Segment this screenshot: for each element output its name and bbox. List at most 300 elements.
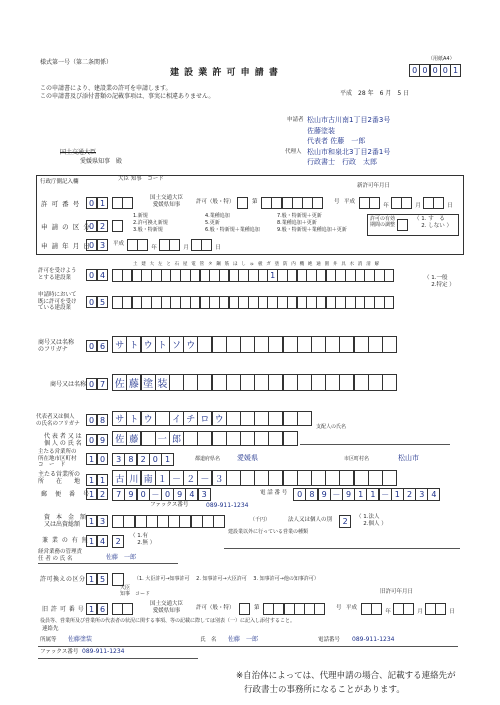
row15-label: 許可換えの区分 — [40, 576, 86, 583]
contact-company: 佐藤塗装 — [68, 636, 93, 643]
app-type-option-1: 1.新規 — [133, 213, 148, 219]
row09-cells[interactable] — [113, 431, 298, 446]
furigana-cell[interactable] — [325, 336, 340, 353]
contact-tel: 089-911-1234 — [352, 636, 395, 643]
rep-furigana-cell[interactable]: サ — [112, 411, 127, 426]
old-date-unit: 月 — [417, 609, 423, 615]
row05-cells[interactable] — [113, 296, 394, 309]
tel-cell[interactable]: 9 — [318, 488, 331, 501]
name-cell[interactable] — [297, 374, 312, 391]
rep-name-cell[interactable] — [197, 431, 212, 446]
name-cell[interactable] — [240, 374, 255, 391]
name-cell[interactable] — [212, 374, 227, 391]
capital-cell[interactable] — [157, 515, 169, 528]
row16-era: 平成 — [346, 605, 358, 611]
paper-size-label: （用紙A4） — [428, 56, 455, 62]
row16-no-a: 1 — [86, 603, 97, 615]
rep-furigana-cell[interactable] — [155, 411, 170, 426]
row13-label: 資 本 金 額 又は出資総額 — [44, 514, 87, 529]
app-date-field-no-a: 0 — [86, 239, 97, 251]
app-type-field-no-a: 0 — [86, 220, 97, 232]
zip-cell[interactable]: 3 — [198, 488, 211, 501]
permit-date-unit: 月 — [415, 203, 421, 209]
address-cell[interactable] — [339, 470, 354, 486]
permit-number-cells[interactable] — [262, 197, 323, 209]
furigana-cell[interactable] — [212, 336, 227, 353]
row12-no-a: 1 — [86, 488, 97, 500]
admin-code-label: 大臣 知事 コード — [118, 176, 164, 182]
row15-choices: （1. 大臣許可→知事許可 2. 知事許可→大臣許可 3. 知事許可→他の知事許可） — [134, 576, 319, 582]
app-date-era: 平成 — [113, 241, 125, 247]
permit-code-cells[interactable] — [113, 197, 133, 209]
row13-unit: （千円） — [250, 517, 271, 523]
row07-no-a: 0 — [86, 378, 97, 390]
address-cell[interactable] — [297, 470, 312, 486]
row09-label: 代 表 者 又 は 個 人 の 氏 名 — [44, 433, 82, 448]
receipt-digit[interactable]: 0 — [440, 64, 451, 77]
furigana-cell[interactable] — [226, 336, 241, 353]
intro-line-2: この申請書及び添付書類の記載事項は、事実に相違ありません。 — [40, 93, 215, 100]
row14-line — [224, 548, 460, 549]
app-type-option-2: 2.許可換え新規 — [133, 220, 168, 226]
permit-field-no-a: 0 — [86, 197, 97, 209]
tel-cell[interactable]: 1 — [391, 488, 404, 501]
permit-date-cell[interactable] — [433, 197, 444, 209]
application-date: 平成 28 年 6 月 5 日 — [340, 90, 410, 97]
row06-no-b: 6 — [97, 340, 108, 352]
old-number-cell[interactable] — [314, 603, 325, 615]
furigana-cell[interactable] — [268, 336, 283, 353]
name-cell[interactable] — [183, 374, 198, 391]
contact-name: 佐藤 一郎 — [228, 636, 259, 643]
renewal-date-label: 新許可年月日 — [357, 183, 391, 189]
name-cell[interactable] — [368, 374, 383, 391]
city-code-cell[interactable]: 1 — [161, 453, 174, 466]
row06-no-a: 0 — [86, 340, 97, 352]
row04-no-b: 4 — [97, 269, 108, 281]
rep-furigana-cell[interactable] — [240, 411, 255, 426]
app-type-option-3: 3.般・特新規 — [133, 227, 163, 233]
row04-no-a: 0 — [86, 269, 97, 281]
zip-cell[interactable]: 0 — [137, 488, 150, 501]
agent-name: 行政書士 行政 太郎 — [307, 158, 377, 166]
name-cell[interactable] — [197, 374, 212, 391]
row10-label: 主たる営業所の 所在地市区町村 コ ー ド — [38, 449, 77, 469]
fax-label: ファックス番号 — [150, 502, 189, 508]
footnote-line-2: 行政書士の事務所になることがあります。 — [244, 685, 405, 695]
row07-cells[interactable] — [113, 374, 397, 391]
app-type-field-no-b: 2 — [97, 220, 108, 232]
tel-cell[interactable]: 2 — [403, 488, 416, 501]
app-type-option-7: 7.般・特新規＋更新 — [277, 213, 322, 219]
name-cell[interactable] — [325, 374, 340, 391]
row15-no-b: 5 — [97, 573, 108, 585]
adjust-choices: （ 1. す る 2. しない ） — [414, 216, 452, 229]
contact-fax-label: ファックス番号 — [40, 649, 79, 655]
tel-cell[interactable]: 8 — [305, 488, 318, 501]
rep-name-cell[interactable]: 藤 — [126, 431, 141, 446]
address-cell[interactable] — [283, 470, 298, 486]
tel-cell[interactable]: 0 — [293, 488, 306, 501]
row12-tel-label: 電 話 番 号 — [260, 490, 288, 496]
industry-header: 土 建 大 左 と 石 屋 電 管 タ 鋼 筋 ほ し ゅ 板 ガ 塗 防 内 機 絶 通 園 井 具 水 消 清 解 — [133, 262, 381, 267]
row06-label: 商号又は名称 のフリガナ — [38, 339, 75, 354]
rep-furigana-cell[interactable] — [268, 411, 283, 426]
row16-label: 旧 許 可 番 号 — [42, 606, 85, 613]
tel-cell[interactable]: 3 — [415, 488, 428, 501]
side-business-cell[interactable]: 2 — [112, 535, 124, 548]
agent-address: 松山市和泉北3丁目2番1号 — [307, 148, 391, 156]
row08-cells[interactable] — [113, 411, 312, 426]
row15-no-a: 1 — [86, 573, 97, 585]
row09-no-b: 9 — [97, 434, 108, 446]
applicant-label: 申請者 — [287, 117, 304, 123]
furigana-cell[interactable] — [297, 336, 312, 353]
contact-label: 連絡先 — [42, 626, 59, 632]
permit-sub-label: 第 — [252, 199, 258, 205]
row10-no-b: 0 — [97, 453, 108, 465]
form-title: 建 設 業 許 可 申 請 書 — [170, 68, 279, 78]
row11-cells[interactable] — [113, 470, 397, 486]
app-type-option-6: 6.般・特新規＋業種追加 — [205, 227, 260, 233]
furigana-cell[interactable] — [197, 336, 212, 353]
admin-entry-label: 行政庁側記入欄 — [40, 179, 79, 185]
furigana-cell[interactable] — [311, 336, 326, 353]
row12-tel-cells[interactable] — [294, 488, 440, 501]
app-type-cell[interactable] — [112, 220, 123, 232]
app-type-option-8: 8.業種追加＋更新 — [277, 220, 317, 226]
row14-no-a: 1 — [86, 535, 97, 547]
applicant-company: 佐藤塗装 — [307, 127, 335, 135]
permit-authority: 国土交通大臣 愛媛県知事 — [150, 195, 184, 208]
row06-cells[interactable] — [113, 336, 397, 353]
rep-name-cell[interactable]: 佐 — [112, 431, 127, 446]
contact-company-label: 所属等 — [40, 637, 57, 643]
name-cell[interactable] — [226, 374, 241, 391]
capital-cell[interactable] — [179, 515, 191, 528]
furigana-cell[interactable] — [254, 336, 269, 353]
corp-type-cell[interactable]: 2 — [339, 515, 351, 528]
name-cell[interactable]: 藤 — [126, 374, 141, 391]
row13-corp-cell[interactable] — [340, 515, 351, 528]
tel-cell[interactable]: 4 — [427, 488, 440, 501]
capital-cell[interactable] — [213, 515, 225, 528]
tel-cell[interactable]: 1 — [354, 488, 367, 501]
row16-kind-label: 許可（般・特） — [196, 605, 235, 611]
industry-cell[interactable]: 1 — [267, 269, 278, 282]
footnote-line-1: ※自治体によっては、代理申請の場合、記載する連絡先が — [236, 671, 456, 681]
rep-furigana-cell[interactable]: ト — [126, 411, 141, 426]
app-date-unit: 年 — [151, 245, 157, 251]
row08-no-a: 0 — [86, 414, 97, 426]
name-cell[interactable]: 塗 — [141, 374, 156, 391]
row16-sub: 第 — [254, 605, 260, 611]
old-date-cell[interactable] — [371, 603, 382, 615]
furigana-cell[interactable]: ト — [126, 336, 141, 353]
rep-name-cell[interactable] — [268, 431, 283, 446]
address-cell[interactable]: ３ — [212, 470, 227, 486]
row14-note: 建設業以外に行っている営業の種類 — [228, 529, 309, 535]
app-date-unit: 月 — [183, 245, 189, 251]
zip-cell[interactable]: 7 — [112, 488, 125, 501]
furigana-cell[interactable]: ウ — [141, 336, 156, 353]
tel-cell[interactable]: － — [330, 488, 343, 501]
address-cell[interactable] — [268, 470, 283, 486]
capital-cell[interactable] — [146, 515, 158, 528]
capital-cell[interactable] — [112, 515, 124, 528]
permit-number-label: 許 可 番 号 — [41, 200, 81, 208]
adjust-label: 許可の有効 期間の調整 — [370, 216, 396, 228]
furigana-cell[interactable]: ウ — [183, 336, 198, 353]
address-cell[interactable] — [311, 470, 326, 486]
furigana-cell[interactable] — [382, 336, 397, 353]
receipt-number — [410, 64, 461, 77]
permit-code-cell[interactable] — [122, 197, 133, 209]
row16-no-b: 6 — [97, 603, 108, 615]
row12-no-b: 2 — [97, 488, 108, 500]
rep-furigana-cell[interactable]: ウ — [212, 411, 227, 426]
address-cell[interactable]: 川 — [126, 470, 141, 486]
permit-date-cells[interactable] — [360, 197, 456, 209]
row14-cell[interactable] — [113, 535, 124, 548]
manager-name-line — [300, 444, 450, 445]
rep-furigana-cell[interactable] — [283, 411, 298, 426]
rep-name-cell[interactable] — [212, 431, 227, 446]
row16-go: 号 — [336, 605, 342, 611]
furigana-cell[interactable]: サ — [112, 336, 127, 353]
address-cell[interactable] — [240, 470, 255, 486]
row10-no-a: 1 — [86, 453, 97, 465]
rep-name-cell[interactable] — [283, 431, 298, 446]
row09-no-a: 0 — [86, 434, 97, 446]
row05-label: 申請時において 既に許可を受け ている建設業 — [38, 292, 77, 312]
row04-choices: （ 1.一般 2.特定 ） — [424, 275, 455, 288]
address-cell[interactable]: １ — [155, 470, 170, 486]
permit-date-unit: 年 — [383, 203, 389, 209]
name-cell[interactable] — [339, 374, 354, 391]
rep-name-cell[interactable] — [240, 431, 255, 446]
adjust-cell[interactable] — [397, 219, 408, 231]
contact-fax: 089-911-1234 — [82, 648, 125, 655]
industry-cell[interactable] — [384, 269, 395, 282]
manager-label: 経営業務の管理責 任 者 の 氏 名 — [38, 549, 83, 562]
row13-no-b: 3 — [97, 515, 108, 527]
row11-no-b: 1 — [97, 474, 108, 486]
capital-cell[interactable] — [202, 515, 214, 528]
recipient-struck: 国土交通大臣 — [60, 149, 97, 156]
furigana-cell[interactable] — [354, 336, 369, 353]
name-cell[interactable] — [254, 374, 269, 391]
address-cell[interactable]: － — [169, 470, 184, 486]
address-cell[interactable] — [226, 470, 241, 486]
row04-cells[interactable] — [113, 269, 394, 282]
capital-cell[interactable] — [168, 515, 180, 528]
row13-corp-choices: （ 1.法人 2.個人 ） — [356, 514, 387, 527]
address-cell[interactable] — [254, 470, 269, 486]
address-cell[interactable]: 古 — [112, 470, 127, 486]
row10-pref: 愛媛県 — [237, 454, 258, 462]
address-cell[interactable] — [382, 470, 397, 486]
address-cell[interactable] — [325, 470, 340, 486]
app-type-cell[interactable] — [113, 220, 123, 232]
manager-line — [38, 563, 178, 564]
adjust-cell[interactable] — [398, 219, 408, 231]
app-date-unit: 日 — [215, 245, 221, 251]
permit-field-no-b: 1 — [97, 197, 108, 209]
rep-name-cell[interactable]: 郎 — [169, 431, 184, 446]
rep-furigana-cell[interactable]: チ — [183, 411, 198, 426]
address-cell[interactable] — [368, 470, 383, 486]
row10-pref-label: 都道府県名 — [195, 456, 221, 462]
tel-cell[interactable]: － — [379, 488, 392, 501]
old-date-cell[interactable] — [403, 603, 414, 615]
address-cell[interactable] — [354, 470, 369, 486]
contact-tel-label: 電話番号 — [318, 637, 341, 643]
address-cell[interactable]: － — [197, 470, 212, 486]
rep-furigana-cell[interactable]: ロ — [197, 411, 212, 426]
rep-name-cell[interactable] — [183, 431, 198, 446]
tel-cell[interactable]: 9 — [342, 488, 355, 501]
permit-kind-cell[interactable] — [237, 197, 248, 209]
row08-no-b: 8 — [97, 414, 108, 426]
receipt-digit[interactable]: 0 — [430, 64, 441, 77]
rep-furigana-cell[interactable] — [254, 411, 269, 426]
old-kind-cell[interactable] — [239, 603, 250, 615]
app-date-label: 申 請 年 月 日 — [41, 242, 91, 250]
row13-corp-label: 法人又は個人の別 — [288, 517, 333, 523]
zip-cell[interactable]: 9 — [124, 488, 137, 501]
name-cell[interactable] — [382, 374, 397, 391]
permit-number-cell[interactable] — [312, 197, 323, 209]
furigana-cell[interactable] — [339, 336, 354, 353]
city-code-cell[interactable]: 0 — [149, 453, 162, 466]
app-date-cell[interactable] — [201, 239, 212, 251]
manager-name: 佐藤 一郎 — [106, 554, 137, 561]
app-date-cells[interactable] — [128, 239, 224, 251]
city-code-cell[interactable]: 3 — [112, 453, 125, 466]
agent-label: 代理人 — [285, 149, 302, 155]
row16-code-cells[interactable] — [113, 603, 133, 615]
capital-cell[interactable] — [191, 515, 203, 528]
old-code-cell[interactable] — [122, 603, 133, 615]
name-cell[interactable]: 佐 — [112, 374, 127, 391]
city-code-cell[interactable]: 8 — [124, 453, 137, 466]
row16-number-cells[interactable] — [264, 603, 325, 615]
old-date-unit: 年 — [385, 609, 391, 615]
form-type-label: 様式第一号（第二条関係） — [40, 59, 113, 66]
furigana-cell[interactable] — [240, 336, 255, 353]
name-cell[interactable] — [311, 374, 326, 391]
row16-old-label: 旧許可年月日 — [380, 589, 414, 595]
rep-name-cell[interactable] — [226, 431, 241, 446]
capital-cell[interactable] — [135, 515, 147, 528]
old-date-cell[interactable] — [435, 603, 446, 615]
row11-no-a: 1 — [86, 474, 97, 486]
row14-label: 兼 業 の 有 無 — [42, 537, 89, 544]
name-cell[interactable] — [268, 374, 283, 391]
industry-cell[interactable] — [384, 296, 395, 309]
name-cell[interactable] — [354, 374, 369, 391]
furigana-cell[interactable]: ト — [155, 336, 170, 353]
furigana-cell[interactable]: ソ — [169, 336, 184, 353]
row10-city: 松山市 — [398, 454, 419, 462]
name-cell[interactable]: 装 — [155, 374, 170, 391]
old-date-unit: 日 — [449, 609, 455, 615]
row14-no-b: 4 — [97, 535, 108, 547]
address-cell[interactable]: ２ — [183, 470, 198, 486]
row10-city-label: 市区町村名 — [344, 456, 370, 462]
rep-furigana-cell[interactable]: ウ — [141, 411, 156, 426]
intro-line-1: この申請書により、建設業の許可を申請します。 — [40, 85, 172, 92]
applicant-address: 松山市古川南1丁目2番3号 — [307, 116, 391, 124]
rep-name-cell[interactable]: 一 — [155, 431, 170, 446]
capital-cell[interactable] — [123, 515, 135, 528]
city-code-cell[interactable]: 2 — [137, 453, 150, 466]
app-type-option-9: 9.般・特新規＋業種追加＋更新 — [277, 227, 347, 233]
row05-no-b: 5 — [97, 296, 108, 308]
row16-date-cells[interactable] — [362, 603, 458, 615]
zip-cell[interactable]: 0 — [161, 488, 174, 501]
row08-label: 代表者又は個人 の氏名のフリガナ — [36, 414, 80, 427]
contact-line-1 — [38, 646, 458, 647]
rep-furigana-cell[interactable] — [297, 411, 312, 426]
permit-kind-cell[interactable] — [238, 197, 248, 209]
contact-note: 役員等、営業所及び営業所の代表者の状況に関する事項、等の記載に際しては別表（一）に記入し添付すること。 — [40, 618, 296, 624]
applicant-representative: 代表者 佐藤 一郎 — [307, 137, 366, 145]
rep-furigana-cell[interactable]: イ — [169, 411, 184, 426]
tel-cell[interactable]: 1 — [366, 488, 379, 501]
row10-cells[interactable] — [113, 453, 174, 466]
row11-label: 主たる営業所の 所 在 地 — [38, 471, 81, 486]
permit-date-cell[interactable] — [401, 197, 412, 209]
rep-name-cell[interactable] — [254, 431, 269, 446]
name-cell[interactable] — [169, 374, 184, 391]
zip-cell[interactable]: 9 — [173, 488, 186, 501]
rep-name-cell[interactable] — [141, 431, 156, 446]
row16-code-label: 大臣 知事 コード — [120, 585, 151, 597]
permit-date-cell[interactable] — [369, 197, 380, 209]
app-type-label: 申 請 の 区 分 — [41, 223, 91, 231]
row12-zip-cells[interactable] — [113, 488, 211, 501]
app-date-field-no-b: 3 — [97, 239, 108, 251]
furigana-cell[interactable] — [368, 336, 383, 353]
row14-choices: （ 1.有 2.無 ） — [130, 533, 156, 546]
receipt-digit[interactable]: 1 — [450, 64, 461, 77]
app-date-cell[interactable] — [169, 239, 180, 251]
row07-label: 商号又は名称 — [50, 381, 87, 388]
rep-furigana-cell[interactable] — [226, 411, 241, 426]
receipt-digit[interactable]: 0 — [409, 64, 420, 77]
zip-cell[interactable]: 4 — [185, 488, 198, 501]
address-cell[interactable]: 南 — [141, 470, 156, 486]
zip-cell[interactable]: － — [149, 488, 162, 501]
permit-kind-label: 許可（般・特） — [196, 199, 235, 205]
row04-label: 許可を受けよう とする建設業 — [38, 268, 77, 281]
receipt-digit[interactable]: 0 — [419, 64, 430, 77]
permit-go-label: 号 — [334, 199, 340, 205]
fax-value: 089-911-1234 — [206, 502, 249, 509]
app-date-cell[interactable] — [137, 239, 148, 251]
permit-date-unit: 日 — [447, 203, 453, 209]
row13-cells[interactable] — [113, 515, 225, 528]
row16-authority: 国土交通大臣 愛媛県知事 — [150, 601, 184, 614]
name-cell[interactable] — [283, 374, 298, 391]
row16-kind-cell[interactable] — [240, 603, 250, 615]
row05-no-a: 0 — [86, 296, 97, 308]
contact-name-label: 氏 名 — [200, 637, 217, 643]
furigana-cell[interactable] — [283, 336, 298, 353]
app-type-option-5: 5.更新 — [205, 220, 220, 226]
